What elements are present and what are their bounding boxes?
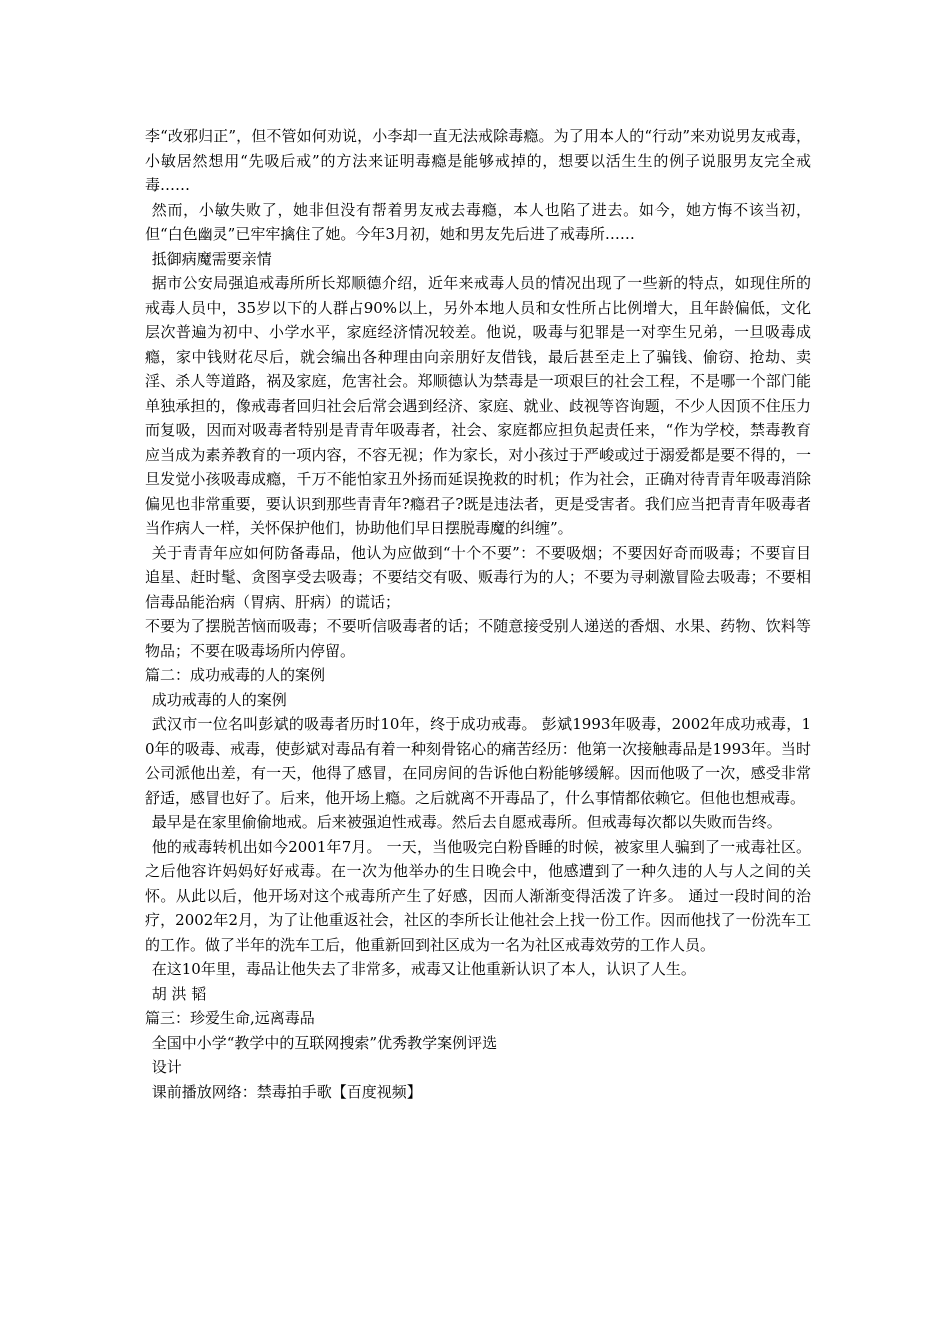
paragraph: 他的戒毒转机出如今2001年7月。 一天，当他吸完白粉昏睡的时候，被家里人骗到了一戒毒社区。之后他容许妈妈好好戒毒。在一次为他举办的生日晚会中，他感遭到了一种久违的人与人之间的关怀。从此以后，他开场对这个戒毒所产生了好感，因而人渐渐变得活泼了许多。 通过一段时间的治疗，2002年2月，为了让他重返社会，社区的李所长让他社会上找一份工作。因而他找了一份洗车工的工作。做了半年的洗车工后，他重新回到社区成为一名为社区戒毒效劳的工作人员。 xyxy=(145,837,811,954)
article-title: 篇三：珍爱生命,远离毒品 xyxy=(145,1009,315,1027)
paragraph: 在这10年里，毒品让他失去了非常多，戒毒又让他重新认识了本人，认识了人生。 xyxy=(151,960,696,978)
paragraph: 设计 xyxy=(151,1058,182,1076)
paragraph: 李“改邪归正”，但不管如何劝说，小李却一直无法戒除毒瘾。为了用本人的“行动”来劝说男友戒毒，小敏居然想用“先吸后戒”的方法来证明毒瘾是能够戒掉的，想要以活生生的例子说服男友完全戒毒…… xyxy=(145,127,811,194)
paragraph: 全国中小学“教学中的互联网搜索”优秀教学案例评选 xyxy=(151,1033,498,1052)
section-heading: 抵御病魔需要亲情 xyxy=(151,249,272,268)
paragraph: 最早是在家里偷偷地戒。后来被强迫性戒毒。然后去自愿戒毒所。但戒毒每次都以失败而告终。 xyxy=(151,813,782,831)
document-body xyxy=(145,124,811,1104)
article-title: 篇二：成功戒毒的人的案例 xyxy=(145,666,326,684)
paragraph: 武汉市一位名叫彭斌的吸毒者历时10年，终于成功戒毒。 彭斌1993年吸毒，2002年成功戒毒，10年的吸毒、戒毒，使彭斌对毒品有着一种刻骨铭心的痛苦经历：他第一次接触毒品是1993年。当时公司派他出差，有一天，他得了感冒，在同房间的告诉他白粉能够缓解。因而他吸了一次，感受非常舒适，感冒也好了。后来，他开场上瘾。之后就离不开毒品了，什么事情都依赖它。但他也想戒毒。 xyxy=(145,715,811,807)
paragraph: 关于青青年应如何防备毒品，他认为应做到“十个不要”：不要吸烟；不要因好奇而吸毒；不要盲目追星、赶时髦、贪图享受去吸毒；不要结交有吸、贩毒行为的人；不要为寻刺激冒险去吸毒；不要相信毒品能治病（胃病、肝病）的谎话； xyxy=(145,543,811,611)
paragraph: 据市公安局强追戒毒所所长郑顺德介绍，近年来戒毒人员的情况出现了一些新的特点，如现住所的戒毒人员中，35岁以下的人群占90%以上，另外本地人员和女性所占比例增大，且年龄偏低，文化层次普遍为初中、小学水平，家庭经济情况较差。他说，吸毒与犯罪是一对孪生兄弟，一旦吸毒成瘾，家中钱财花尽后，就会编出各种理由向亲朋好友借钱，最后甚至走上了骗钱、偷窃、抢劫、卖淫、杀人等道路，祸及家庭，危害社会。郑顺德认为禁毒是一项艰巨的社会工程，不是哪一个部门能单独承担的，像戒毒者回归社会后常会遇到经济、家庭、就业、歧视等咨询题，不少人因顶不住压力而复吸，因而对吸毒者特别是青青年吸毒者，社会、家庭都应担负起责任来，“作为学校，禁毒教育应当成为素养教育的一项内容，不容无视；作为家长，对小孩过于严峻或过于溺爱都是要不得的，一旦发觉小孩吸毒成瘾，千万不能怕家丑外扬而延误挽救的时机；作为社会，正确对待青青年吸毒消除偏见也非常重要，要认识到那些青青年?瘾君子?既是违法者，更是受害者。我们应当把青青年吸毒者当作病人一样，关怀保护他们，协助他们早日摆脱毒魔的纠缠”。 xyxy=(145,274,811,537)
paragraph: 不要为了摆脱苦恼而吸毒；不要听信吸毒者的话；不随意接受别人递送的香烟、水果、药物、饮料等物品；不要在吸毒场所内停留。 xyxy=(145,617,811,660)
paragraph: 然而，小敏失败了，她非但没有帮着男友戒去毒瘾，本人也陷了进去。如今，她方悔不该当初，但“白色幽灵”已牢牢擒住了她。今年3月初，她和男友先后进了戒毒所…… xyxy=(145,200,811,243)
paragraph: 课前播放网络：禁毒拍手歌【百度视频】 xyxy=(151,1082,422,1101)
section-heading: 成功戒毒的人的案例 xyxy=(151,690,287,709)
author-name: 胡 洪 韬 xyxy=(151,984,207,1003)
